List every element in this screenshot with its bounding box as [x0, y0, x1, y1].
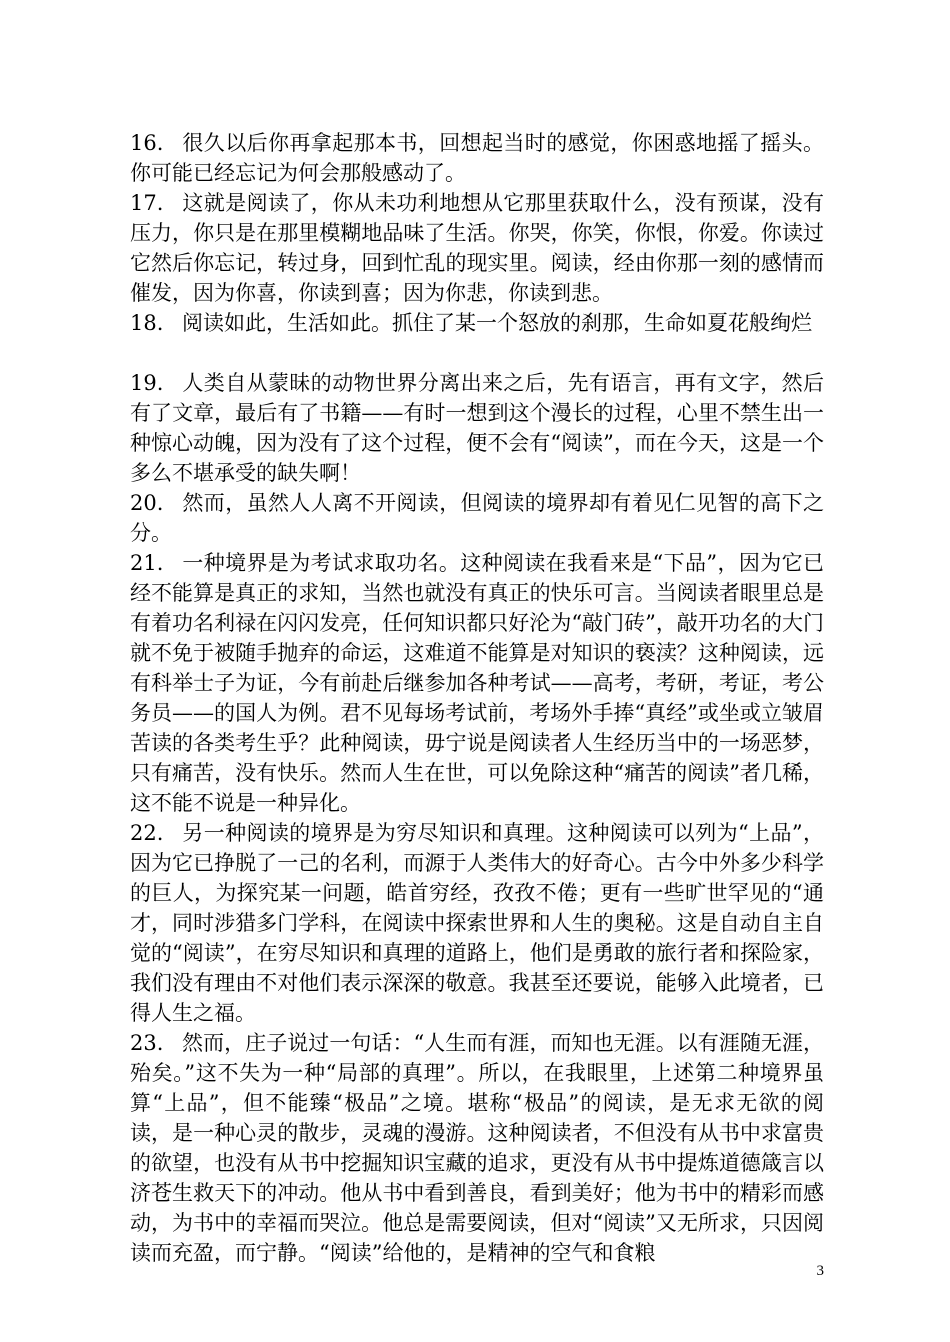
paragraph-number: 20. — [130, 491, 164, 515]
paragraph-text: 这就是阅读了，你从未功利地想从它那里获取什么，没有预谋，没有压力，你只是在那里模糊地品味了生活。你哭，你笑，你恨，你爱。你读过它然后你忘记，转过身，回到忙乱的现实里。阅读，经由你那一刻的感情而催发，因为你喜，你读到喜；因为你悲，你读到悲。 — [130, 191, 824, 305]
paragraph-text: 很久以后你再拿起那本书，回想起当时的感觉，你困惑地摇了摇头。你可能已经忘记为何会那般感动了。 — [130, 131, 824, 185]
page-number: 3 — [816, 1263, 824, 1279]
paragraph-number: 16. — [130, 131, 164, 155]
paragraph-text: 阅读如此，生活如此。抓住了某一个怒放的刹那，生命如夏花般绚烂 — [182, 311, 812, 335]
paragraph-20 — [130, 488, 824, 548]
paragraph-17 — [130, 188, 824, 308]
paragraph-19 — [130, 368, 824, 488]
paragraph-number: 19. — [130, 371, 164, 395]
paragraph-number: 17. — [130, 191, 164, 215]
paragraph-23 — [130, 1028, 824, 1268]
paragraph-text: 人类自从蒙昧的动物世界分离出来之后，先有语言，再有文字，然后有了文章，最后有了书籍——有时一想到这个漫长的过程，心里不禁生出一种惊心动魄，因为没有了这个过程，便不会有“阅读”，而在今天，这是一个多么不堪承受的缺失啊！ — [130, 371, 824, 485]
paragraph-22 — [130, 818, 824, 1028]
paragraph-16 — [130, 128, 824, 188]
paragraph-text: 然而，庄子说过一句话：“人生而有涯，而知也无涯。以有涯随无涯，殆矣。”这不失为一种“局部的真理”。所以，在我眼里，上述第二种境界虽算“上品”，但不能臻“极品”之境。堪称“极品”的阅读，是无求无欲的阅读，是一种心灵的散步，灵魂的漫游。这种阅读者，不但没有从书中求富贵的欲望，也没有从书中挖掘知识宝藏的追求，更没有从书中提炼道德箴言以济苍生救天下的冲动。他从书中看到善良，看到美好；他为书中的精彩而感动，为书中的幸福而哭泣。他总是需要阅读，但对“阅读”又无所求，只因阅读而充盈，而宁静。“阅读”给他的，是精神的空气和食粮 — [130, 1031, 824, 1265]
paragraph-number: 22. — [130, 821, 164, 845]
document-body — [130, 128, 824, 1268]
paragraph-text: 然而，虽然人人离不开阅读，但阅读的境界却有着见仁见智的高下之分。 — [130, 491, 824, 545]
paragraph-number: 21. — [130, 551, 164, 575]
paragraph-21 — [130, 548, 824, 818]
paragraph-18 — [130, 308, 824, 338]
paragraph-text: 一种境界是为考试求取功名。这种阅读在我看来是“下品”，因为它已经不能算是真正的求知，当然也就没有真正的快乐可言。当阅读者眼里总是有着功名利禄在闪闪发亮，任何知识都只好沦为“敲门砖”，敲开功名的大门就不免于被随手抛弃的命运，这难道不能算是对知识的亵渎？这种阅读，远有科举士子为证，今有前赴后继参加各种考试——高考，考研，考证，考公务员——的国人为例。君不见每场考试前，考场外手捧“真经”或坐或立皱眉苦读的各类考生乎？此种阅读，毋宁说是阅读者人生经历当中的一场恶梦，只有痛苦，没有快乐。然而人生在世，可以免除这种“痛苦的阅读”者几稀，这不能不说是一种异化。 — [130, 551, 824, 815]
paragraph-text: 另一种阅读的境界是为穷尽知识和真理。这种阅读可以列为“上品”，因为它已挣脱了一己的名利，而源于人类伟大的好奇心。古今中外多少科学的巨人，为探究某一问题，皓首穷经，孜孜不倦；更有一些旷世罕见的“通才，同时涉猎多门学科，在阅读中探索世界和人生的奥秘。这是自动自主自觉的“阅读”，在穷尽知识和真理的道路上，他们是勇敢的旅行者和探险家，我们没有理由不对他们表示深深的敬意。我甚至还要说，能够入此境者，已得人生之福。 — [130, 821, 824, 1025]
paragraph-number: 23. — [130, 1031, 164, 1055]
paragraph-number: 18. — [130, 311, 164, 335]
blank-line — [130, 338, 824, 368]
